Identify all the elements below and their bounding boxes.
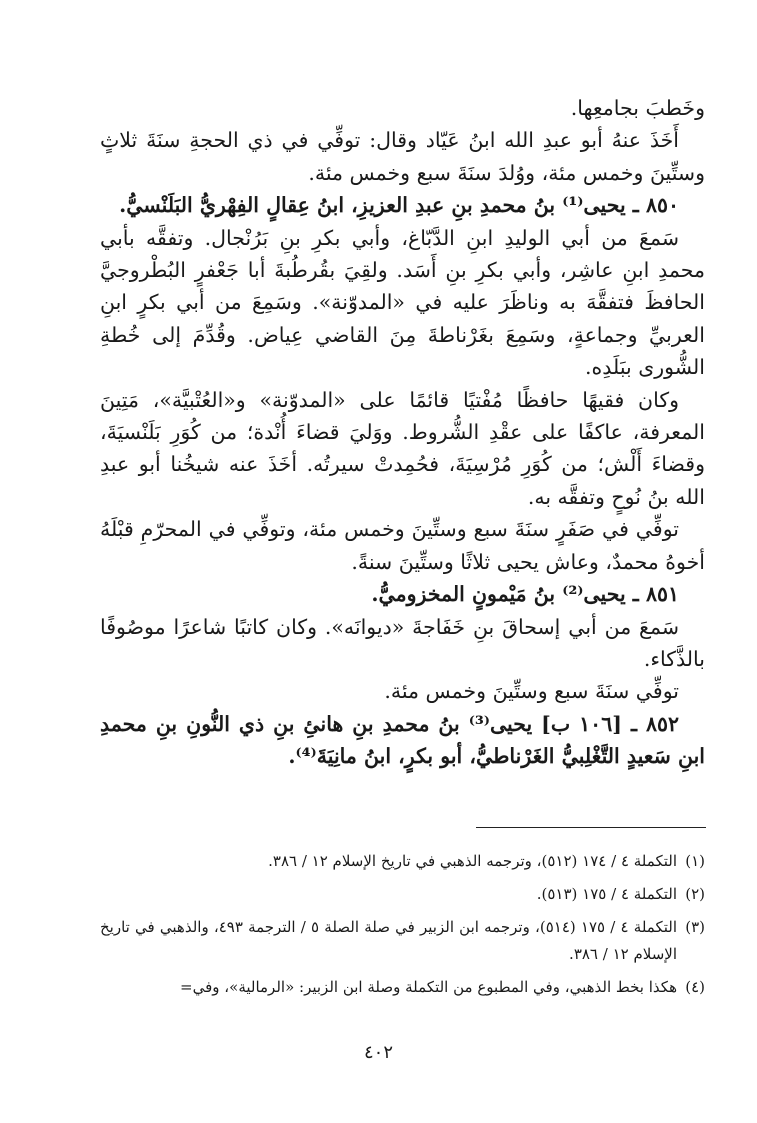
footnote bbox=[100, 881, 705, 908]
entry-number: ٨٥٢ ـ bbox=[630, 711, 679, 736]
entry-title: [١٠٦ ب] يحيى⁽³⁾ بنُ محمدِ بنِ هانئِ بنِ ذي النُّونِ بنِ محمدِ ابنِ سَعيدٍ التَّغْلِبيُّ الغَرْناطيُّ، أبو بكرٍ، ابنُ مانِيَةَ⁽⁴⁾. bbox=[100, 711, 705, 769]
footnote-text: التكملة ٤ / ١٧٥ (٥١٣). bbox=[536, 885, 677, 903]
footnote-text: هكذا بخط الذهبي، وفي المطبوع من التكملة وصلة ابن الزبير: «الرمالية»، وفي= bbox=[180, 978, 677, 996]
entry-number: ٨٥١ ـ bbox=[632, 582, 679, 607]
footnote-text: التكملة ٤ / ١٧٥ (٥١٤)، وترجمه ابن الزبير في صلة الصلة ٥ / الترجمة ٤٩٣، والذهبي في تاريخ الإسلام ١٢ / ٣٨٦. bbox=[100, 918, 678, 963]
footnote-number: (١) bbox=[685, 852, 705, 870]
paragraph: توفِّي سنَةَ سبع وستِّينَ وخمس مئة. bbox=[384, 679, 679, 704]
footnotes bbox=[100, 848, 705, 1007]
paragraph: توفِّي في صَفَرٍ سنَةَ سبع وستِّينَ وخمس مئة، وتوفِّي في المحرّمِ قبْلَهُ أخوهُ محمدٌ، وعاش يحيى ثلاثًا وستِّينَ سنةً. bbox=[100, 517, 705, 574]
paragraph: وخَطبَ بجامعِها. bbox=[570, 96, 705, 120]
entry-heading-851 bbox=[100, 578, 705, 610]
footnote-number: (٣) bbox=[685, 918, 705, 936]
footnote-number: (٤) bbox=[685, 978, 705, 996]
footnote-separator bbox=[476, 827, 706, 828]
paragraph: وكان فقيهًا حافظًا مُفْتيًا قائمًا على «المدوّنة» و«العُتْبيَّة»، مَتِينَ المعرفة، عاكفًا على عقْدِ الشُّروط. ووَليَ قضاءَ أُنْدة؛ من كُوَرِ بَلَنْسيَةَ، وقضاءَ أَلْش؛ من كُوَرِ مُرْسِيَةَ، فحُمِدتْ سيرتُه. أخَذَ عنه شيخُنا أبو عبدِ الله بنُ نُوحٍ وتفقَّه به. bbox=[100, 387, 705, 509]
footnote bbox=[100, 914, 705, 968]
paragraph: أَخَذَ عنهُ أبو عبدِ الله ابنُ عَيّاد وقال: توفِّي في ذي الحجةِ سنَةَ ثلاثٍ وستِّينَ وخمس مئة، ووُلدَ سنَةَ سبع وخمس مئة. bbox=[100, 128, 705, 185]
main-text bbox=[100, 92, 705, 773]
entry-title: يحيى⁽¹⁾ بنُ محمدِ بنِ عبدِ العزيزِ، ابنُ عِقالٍ الفِهْريُّ البَلَنْسيُّ. bbox=[119, 193, 626, 218]
paragraph: سَمعَ من أبي الوليدِ ابنِ الدَّبّاغ، وأبي بكرِ بنِ بَرُنْجال. وتفقَّه بأبي محمدِ ابنِ عاشِر، وأبي بكرِ بنِ أَسَد. ولقِيَ بقُرطُبةَ أبا جَعْفرٍ البُطْروجيَّ الحافظَ فتفقَّهَ به وناظَرَ عليه في «المدوّنة». وسَمِعَ من أبي بكرٍ ابنِ العربيِّ وجماعةٍ، وسَمِعَ بغَرْناطةَ مِنَ القاضي عِياض. وقُدِّمَ إلى خُطةِ الشُّورى ببَلَدِه. bbox=[100, 225, 705, 380]
entry-title: يحيى⁽²⁾ بنُ مَيْمونٍ المخزوميُّ. bbox=[371, 582, 626, 607]
entry-heading-850 bbox=[100, 189, 705, 221]
page-number: ٤٠٢ bbox=[363, 1042, 393, 1063]
footnote-text: التكملة ٤ / ١٧٤ (٥١٢)، وترجمه الذهبي في تاريخ الإسلام ١٢ / ٣٨٦. bbox=[268, 852, 677, 870]
paragraph: سَمعَ من أبي إسحاقَ بنِ خَفَاجةَ «ديوانَه». وكان كاتبًا شاعرًا موصُوفًا بالذَّكاء. bbox=[100, 614, 705, 671]
entry-number: ٨٥٠ ـ bbox=[632, 193, 679, 218]
footnote-number: (٢) bbox=[685, 885, 705, 903]
entry-heading-852 bbox=[100, 708, 705, 773]
footnote bbox=[100, 848, 705, 875]
footnote bbox=[100, 974, 705, 1001]
